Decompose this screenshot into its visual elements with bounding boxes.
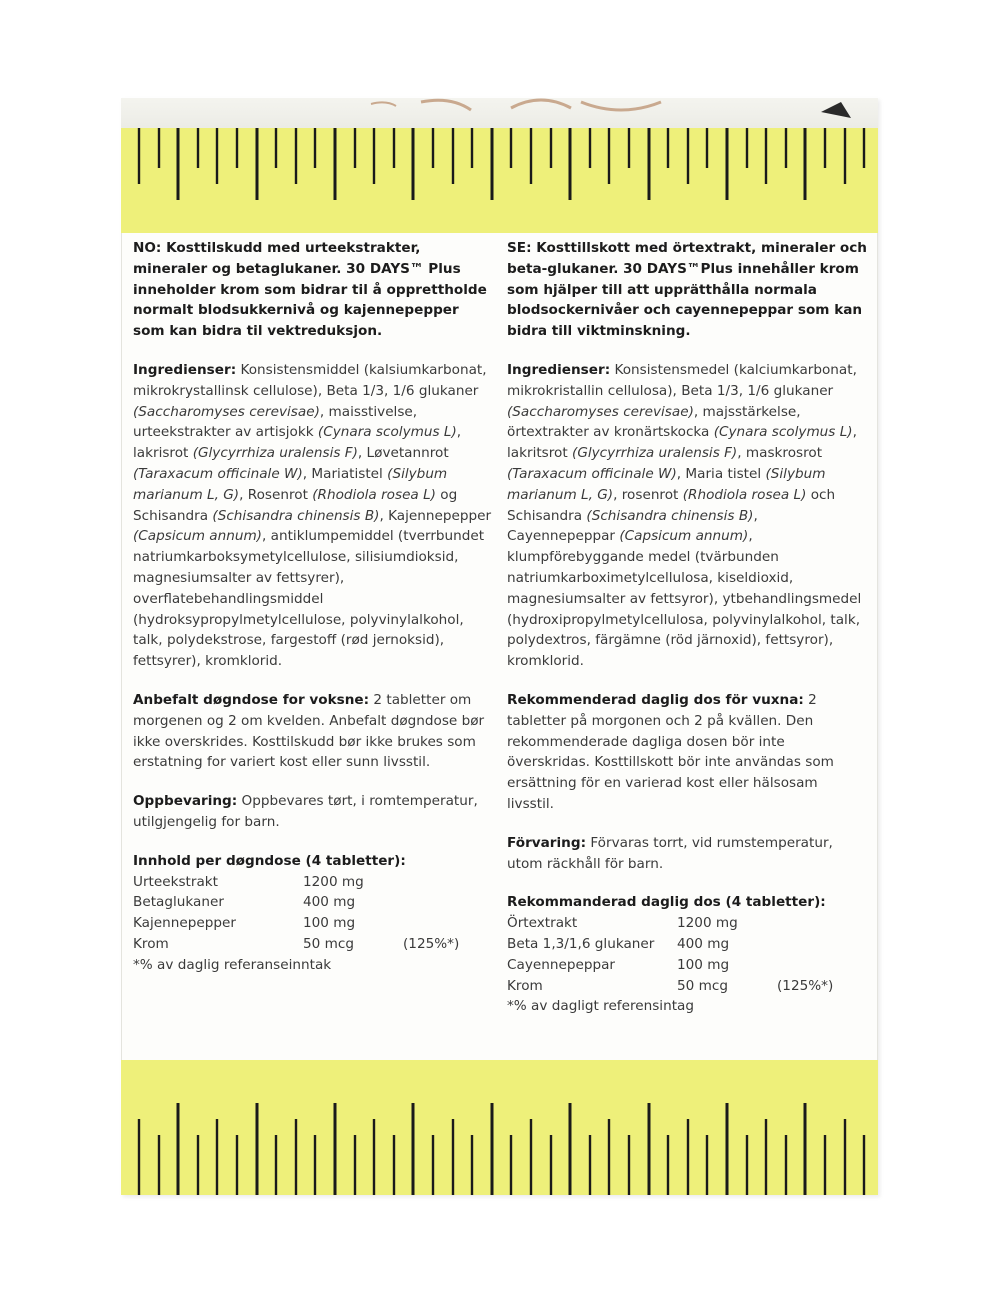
no-dose: [133, 690, 493, 773]
table-row: [507, 976, 867, 997]
se-ingredients-latin: (Glycyrrhiza uralensis F): [572, 445, 738, 462]
no-storage-label: Oppbevaring:: [133, 793, 238, 810]
se-nutrition-footnote: *% av dagligt referensintag: [507, 998, 694, 1015]
se-ingredients-text: , Maria tistel: [676, 465, 766, 482]
table-row: [133, 872, 493, 893]
no-ingredients-latin: (Glycyrrhiza uralensis F): [192, 445, 358, 462]
se-intro: SE: Kosttillskott med örtextrakt, mineraler och beta-glukaner. 30 DAYS™Plus innehåller krom som hjälper till att upprätthålla normala blodsockernivåer och cayennepeppar som kan bidra till viktminskning.: [507, 240, 867, 340]
no-ingredients-latin: (Cynara scolymus L): [317, 424, 457, 441]
no-ingredients-latin: (Rhodiola rosea L): [312, 486, 436, 503]
logo-fragment-graphic: [121, 98, 878, 128]
ruler-ticks-top: [121, 128, 878, 233]
nutrient-name: Krom: [133, 935, 169, 952]
no-ingredients-text: , Rosenrot: [239, 486, 313, 503]
se-ingredients-text: och Schisandra: [507, 486, 836, 524]
se-ingredients-text: , majsstärkelse, örtextrakter av kronärtskocka: [507, 403, 801, 441]
table-row: [507, 913, 867, 934]
ruler-ticks-bottom: [121, 1060, 878, 1195]
ruler-band-bottom: [121, 1060, 878, 1195]
nutrient-percent: [403, 913, 463, 934]
table-row: [133, 913, 493, 934]
se-ingredients-text: , klumpförebyggande medel (tvärbunden natriumkarboximetylcellulosa, kiseldioxid, magnesiumsalter av fettsyror), ytbehandlingsmedel (hydroxipropylmetylcellulosa, polyvinylalkohol, talk, polydextros, färgämne (röd järnoxid), fettsyror), kromklorid.: [507, 528, 862, 670]
se-ingredients-latin: (Silybum marianum L, G): [507, 465, 826, 503]
ruler-band-top: [121, 128, 878, 233]
no-dose-label: Anbefalt døgndose for voksne:: [133, 691, 370, 708]
no-dose-text: 2 tabletter om morgenen og 2 om kvelden. Anbefalt døgndose bør ikke overskrides. Kosttilskudd bør ikke brukes som erstatning for variert kost eller sunn livsstil.: [133, 691, 485, 771]
se-ingredients-latin: (Cynara scolymus L): [713, 424, 853, 441]
no-ingredients-text: , lakrisrot: [133, 424, 462, 462]
norwegian-column: [133, 238, 493, 976]
no-ingredients-text: Konsistensmiddel (kalsiumkarbonat, mikrokrystallinsk cellulose), Beta 1/3, 1/6 glukaner: [133, 361, 487, 399]
se-ingredients-latin: (Saccharomyses cerevisae): [507, 403, 694, 420]
se-nutrition-table: [507, 892, 867, 1017]
se-ingredients-latin: (Rhodiola rosea L): [682, 486, 807, 503]
no-ingredients-text: , Kajennepepper: [379, 507, 492, 524]
no-ingredients-label: Ingredienser:: [133, 361, 237, 378]
no-ingredients-latin: (Saccharomyses cerevisae): [133, 403, 320, 420]
no-nutrition-table: [133, 851, 493, 976]
no-ingredients-latin: (Silybum marianum L, G): [133, 465, 448, 503]
no-ingredients-latin: (Capsicum annum): [133, 528, 262, 545]
nutrient-name: Cayennepeppar: [507, 956, 615, 973]
se-storage: [507, 833, 867, 875]
no-ingredients-text: , antiklumpemiddel (tverrbundet natriumkarboksymetylcellulose, silisiumdioksid, magnesiumsalter av fettsyrer), overflatebehandlingsmiddel (hydroksypropylmetylcellulose, polyvinylalkohol, talk, polydekstrose, fargestoff (rød jernoksid), fettsyrer), kromklorid.: [133, 528, 485, 670]
no-ingredients: [133, 360, 493, 672]
no-ingredients-text: og Schisandra: [133, 486, 458, 524]
no-intro: NO: Kosttilskudd med urteekstrakter, mineraler og betaglukaner. 30 DAYS™ Plus inneholder krom som bidrar til å opprettholde normalt blodsukkernivå og kajennepepper som kan bidra til vektreduksjon.: [133, 240, 487, 340]
nutrient-percent: [777, 913, 837, 934]
nutrient-amount: 400 mg: [677, 935, 730, 952]
se-nutrition-title: Rekommanderad daglig dos (4 tabletter):: [507, 894, 826, 911]
no-nutrition-title: Innhold per døgndose (4 tabletter):: [133, 852, 406, 869]
se-ingredients-latin: (Taraxacum officinale W): [507, 465, 677, 482]
se-dose-text: 2 tabletter på morgonen och 2 på kvällen. Den rekommenderade dagliga dosen bör inte överskridas. Kosttillskott bör inte användas som ersättning för en varierad kost eller hälsosam livsstil.: [507, 691, 834, 812]
se-ingredients-text: , lakritsrot: [507, 424, 857, 462]
table-row: [133, 892, 493, 913]
se-storage-text: Förvaras torrt, vid rumstemperatur, utom räckhåll för barn.: [507, 834, 833, 872]
nutrient-amount: 100 mg: [303, 915, 356, 932]
se-ingredients-latin: (Capsicum annum): [619, 528, 749, 545]
se-ingredients-text: , Cayennepeppar: [507, 507, 758, 545]
nutrient-amount: 50 mcg: [677, 977, 728, 994]
no-ingredients-text: , Løvetannrot: [357, 445, 449, 462]
se-ingredients-label: Ingredienser:: [507, 361, 611, 378]
nutrient-percent: [777, 934, 837, 955]
nutrient-name: Kajennepepper: [133, 915, 236, 932]
nutrient-percent: (125%*): [777, 977, 834, 994]
nutrient-amount: 1200 mg: [677, 915, 738, 932]
table-row: [507, 955, 867, 976]
product-box-back: [121, 98, 878, 1195]
no-storage-text: Oppbevares tørt, i romtemperatur, utilgjengelig for barn.: [133, 793, 478, 830]
se-ingredients-text: Konsistensmedel (kalciumkarbonat, mikrokristallin cellulosa), Beta 1/3, 1/6 glukaner: [507, 361, 857, 399]
nutrient-percent: (125%*): [403, 935, 460, 952]
se-ingredients-latin: (Schisandra chinensis B): [586, 507, 754, 524]
nutrient-amount: 1200 mg: [303, 873, 364, 890]
se-dose: [507, 690, 867, 815]
nutrient-name: Betaglukaner: [133, 894, 224, 911]
no-ingredients-latin: (Taraxacum officinale W): [133, 465, 303, 482]
nutrient-percent: [777, 955, 837, 976]
nutrient-name: Örtextrakt: [507, 915, 578, 932]
nutrient-name: Krom: [507, 977, 543, 994]
nutrient-percent: [403, 872, 463, 893]
table-row: [133, 934, 493, 955]
no-nutrition-footnote: *% av daglig referanseinntak: [133, 956, 332, 973]
se-storage-label: Förvaring:: [507, 834, 587, 851]
se-dose-label: Rekommenderad daglig dos för vuxna:: [507, 691, 804, 708]
no-ingredients-text: , maisstivelse, urteekstrakter av artisjokk: [133, 403, 418, 441]
box-top-flap: [121, 98, 878, 128]
se-ingredients: [507, 360, 867, 672]
table-row: [507, 934, 867, 955]
nutrient-name: Urteekstrakt: [133, 873, 219, 890]
nutrient-name: Beta 1,3/1,6 glukaner: [507, 935, 655, 952]
swedish-column: [507, 238, 867, 1017]
nutrient-amount: 100 mg: [677, 956, 730, 973]
nutrient-percent: [403, 892, 463, 913]
nutrient-amount: 50 mcg: [303, 935, 354, 952]
se-ingredients-text: , rosenrot: [613, 486, 683, 503]
nutrient-amount: 400 mg: [303, 894, 356, 911]
se-ingredients-text: , maskrosrot: [737, 445, 823, 462]
no-storage: [133, 791, 493, 833]
no-ingredients-latin: (Schisandra chinensis B): [212, 507, 380, 524]
no-ingredients-text: , Mariatistel: [302, 465, 388, 482]
